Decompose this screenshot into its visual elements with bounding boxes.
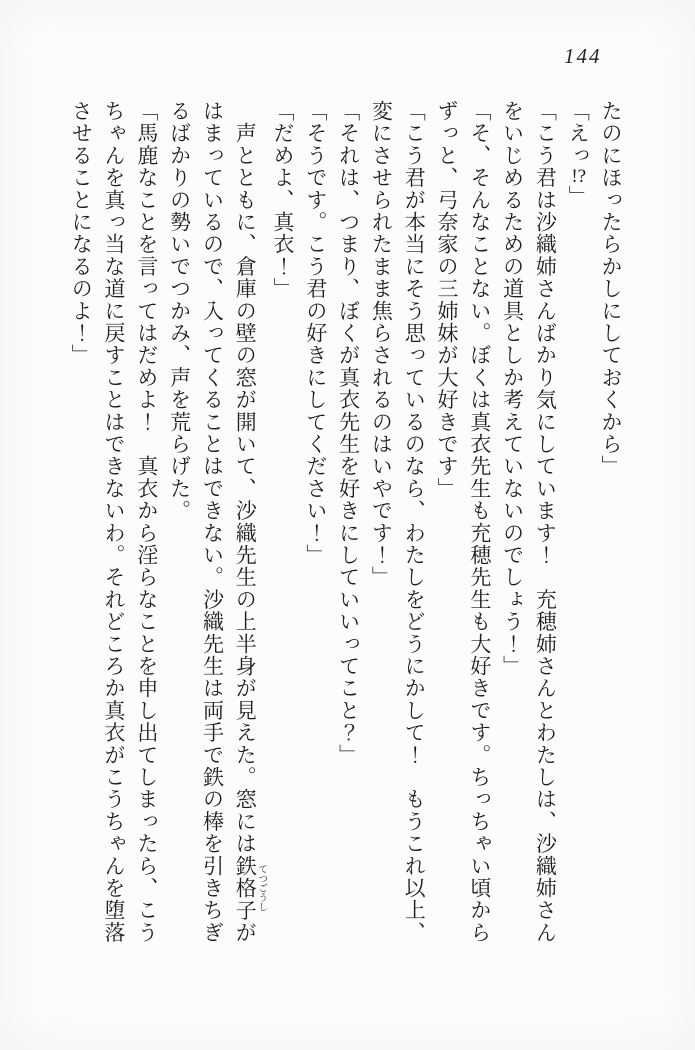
- text-line: 「だめよ、真衣！」: [271, 100, 296, 300]
- text-line: 「馬鹿なことを言ってはだめよ！ 真衣から淫らなことを申し出てしまったら、こう: [134, 100, 159, 944]
- text-line: 変にさせられたまま焦らされるのはいやです！」: [369, 100, 394, 589]
- text-line: [561, 100, 594, 952]
- ruby-tetsugoushi: [233, 854, 267, 922]
- text-line: させることになるのよ！」: [69, 100, 94, 367]
- text-line: 「こう君は沙織姉さんばかり気にしています！ 充穂姉さんとわたしは、沙織姉さん: [533, 100, 558, 944]
- ruby-furigana: てつごうし: [256, 854, 267, 922]
- text-line: はまっているので、入ってくることはできない。沙織先生は両手で鉄の棒を引きちぎ: [200, 100, 225, 944]
- text-line: ちゃんを真っ当な道に戻すことはできないわ。それどころか真衣がこうちゃんを堕落: [102, 100, 127, 944]
- page-number: 144: [564, 44, 602, 68]
- text-line: たのにほったらかしにしておくから」: [599, 100, 623, 478]
- text-block: [69, 100, 627, 952]
- text-line: 「こう君が本当にそう思っているのなら、わたしをどうにかして！ もうこれ以上、: [402, 100, 427, 944]
- text-line: [228, 100, 266, 952]
- line-text: 」: [566, 185, 591, 208]
- text-line: をいじめるための道具としか考えていないのでしょう！」: [500, 100, 525, 678]
- line-text: 声とともに、倉庫の壁の窓が開いて、沙織先生の上半身が見えた。窓には: [233, 100, 258, 855]
- text-line: 「そ、そんなことない。ぼくは真衣先生も充穂先生も大好きです。ちっちゃい頃から: [467, 100, 492, 944]
- line-text: 「えっ: [566, 100, 591, 167]
- text-line: るばかりの勢いでつかみ、声を荒らげた。: [167, 100, 192, 522]
- text-line: ずっと、弓奈家の三姉妹が大好きです」: [435, 100, 460, 500]
- line-text: が: [233, 921, 258, 944]
- exclamation-question-mark: !?: [571, 166, 587, 186]
- ruby-base: 鉄格子: [233, 854, 258, 922]
- text-line: 「それは、つまり、ぼくが真衣先生を好きにしていいってこと？」: [336, 100, 361, 766]
- text-line: 「そうです。こう君の好きにしてください！」: [303, 100, 328, 567]
